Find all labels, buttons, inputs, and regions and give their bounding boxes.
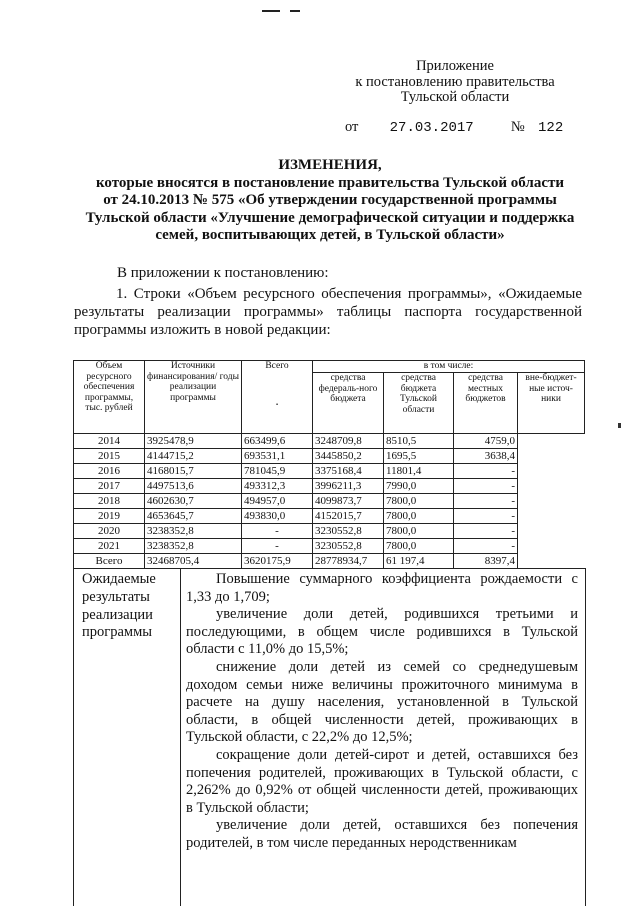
local-cell: 7800,0 <box>384 509 454 524</box>
federal-cell: 781045,9 <box>242 464 313 479</box>
scan-mark <box>618 423 621 428</box>
funding-table <box>73 360 585 569</box>
total-cell: 3238352,8 <box>145 539 242 554</box>
funding-row <box>74 509 585 524</box>
result-item: снижение доли детей из семей со среднедушевым доходом семьи ниже величины прожиточного минимума в расчете на душу населения, установленной в Тульской области, в общей численности детей, проживающих в Тульской области, с 22,2% до 12,5%; <box>186 658 578 746</box>
intro-paragraph: В приложении к постановлению: <box>117 265 329 281</box>
funding-total-row <box>74 554 585 569</box>
funding-row <box>74 464 585 479</box>
funding-row-label: Объем ресурсного обеспечения программы, тыс. рублей <box>74 361 145 434</box>
regional-cell: 3248709,8 <box>313 434 384 449</box>
extra-cell: 4759,0 <box>454 434 518 449</box>
title-line: от 24.10.2013 № 575 «Об утверждении государственной программы <box>103 192 557 208</box>
extra-cell: - <box>454 479 518 494</box>
total-cell: 4144715,2 <box>145 449 242 464</box>
year-cell: 2018 <box>74 494 145 509</box>
decree-date-number <box>345 119 563 136</box>
year-cell: 2017 <box>74 479 145 494</box>
year-cell: 2015 <box>74 449 145 464</box>
funding-row <box>74 449 585 464</box>
title-line: Тульской области «Улучшение демографической ситуации и поддержка <box>85 209 575 226</box>
regional-cell: 3230552,8 <box>313 524 384 539</box>
local-cell: 1695,5 <box>384 449 454 464</box>
funding-row <box>74 434 585 449</box>
year-cell: 2014 <box>74 434 145 449</box>
appendix-line: к постановлению правительства <box>355 73 555 90</box>
title-line: семей, воспитывающих детей, в Тульской области» <box>155 227 505 243</box>
regional-cell: 3375168,4 <box>313 464 384 479</box>
local-cell: 7800,0 <box>384 494 454 509</box>
result-item: увеличение доли детей, родившихся третьими и последующими, в общем числе родившихся в Тульской области с 11,0% до 15,5%; <box>186 606 578 658</box>
extra-cell: - <box>454 494 518 509</box>
regional-cell: 3445850,2 <box>313 449 384 464</box>
header-dot: . <box>275 397 279 408</box>
federal-header: средства федераль-ного бюджета <box>313 373 384 434</box>
document-title <box>40 157 620 245</box>
local-header: средства местных бюджетов <box>454 373 518 434</box>
total-cell: 4497513,6 <box>145 479 242 494</box>
federal-cell: - <box>242 524 313 539</box>
federal-cell: - <box>242 539 313 554</box>
sum-federal-cell: 3620175,9 <box>242 554 313 569</box>
year-cell: 2021 <box>74 539 145 554</box>
funding-row <box>74 479 585 494</box>
sum-extra-cell: 8397,4 <box>454 554 518 569</box>
result-item: Повышение суммарного коэффициента рождаемости с 1,33 до 1,709; <box>186 571 578 605</box>
result-item: сокращение доли детей-сирот и детей, оставшихся без попечения родителей, проживающих в Тульской области, с 2,262% до 0,92% от общей численности детей, проживающих в Тульской области; <box>186 746 578 816</box>
result-item: увеличение доли детей, оставшихся без попечения родителей, в том числе переданных неродственникам <box>186 817 578 851</box>
appendix-line: Тульской области <box>400 89 510 105</box>
results-label: Ожидаемые результаты реализации программы <box>82 571 156 641</box>
regional-header: средства бюджета Тульской области <box>384 373 454 434</box>
sources-header: Источники финансирования/ годы реализации программы <box>145 361 242 434</box>
expected-results-block <box>73 568 586 906</box>
extra-cell: - <box>454 509 518 524</box>
results-list <box>186 571 578 853</box>
number-sign: № <box>510 119 525 135</box>
regional-cell: 4152015,7 <box>313 509 384 524</box>
extra-cell: - <box>454 464 518 479</box>
regional-cell: 3230552,8 <box>313 539 384 554</box>
extra-cell: - <box>454 524 518 539</box>
funding-row <box>74 539 585 554</box>
decree-date: 27.03.2017 <box>389 120 474 136</box>
amendment-paragraph <box>74 285 582 339</box>
extra-cell: 3638,4 <box>454 449 518 464</box>
local-cell: 7800,0 <box>384 539 454 554</box>
funding-row <box>74 494 585 509</box>
total-header <box>242 361 313 434</box>
decree-number: 122 <box>538 120 564 136</box>
sum-local-cell: 61 197,4 <box>384 554 454 569</box>
scan-mark <box>262 10 280 12</box>
total-cell: 3925478,9 <box>145 434 242 449</box>
date-prefix: от <box>345 119 359 135</box>
column-divider <box>180 569 181 906</box>
title-line: ИЗМЕНЕНИЯ, <box>278 157 382 173</box>
local-cell: 8510,5 <box>384 434 454 449</box>
federal-cell: 493830,0 <box>242 509 313 524</box>
title-line: которые вносятся в постановление правительства Тульской области <box>95 174 565 191</box>
year-cell: 2016 <box>74 464 145 479</box>
total-cell: 4602630,7 <box>145 494 242 509</box>
regional-cell: 4099873,7 <box>313 494 384 509</box>
scan-mark <box>290 10 300 12</box>
extra-cell: - <box>454 539 518 554</box>
extra-header: вне-бюджет-ные источ-ники <box>518 373 585 434</box>
appendix-line: Приложение <box>416 58 494 74</box>
sum-label-cell: Всего <box>74 554 145 569</box>
including-header: в том числе: <box>313 361 585 373</box>
federal-cell: 663499,6 <box>242 434 313 449</box>
year-cell: 2020 <box>74 524 145 539</box>
year-cell: 2019 <box>74 509 145 524</box>
federal-cell: 693531,1 <box>242 449 313 464</box>
amendment-text: 1. Строки «Объем ресурсного обеспечения программы», «Ожидаемые результаты реализации программы» таблицы паспорта государственной программы изложить в новой редакции: <box>74 286 582 338</box>
total-header-label: Всего <box>265 361 289 371</box>
sum-total-cell: 32468705,4 <box>145 554 242 569</box>
federal-cell: 493312,3 <box>242 479 313 494</box>
total-cell: 4168015,7 <box>145 464 242 479</box>
local-cell: 7800,0 <box>384 524 454 539</box>
total-cell: 4653645,7 <box>145 509 242 524</box>
local-cell: 11801,4 <box>384 464 454 479</box>
funding-row <box>74 524 585 539</box>
appendix-block <box>330 59 580 106</box>
total-cell: 3238352,8 <box>145 524 242 539</box>
federal-cell: 494957,0 <box>242 494 313 509</box>
regional-cell: 3996211,3 <box>313 479 384 494</box>
local-cell: 7990,0 <box>384 479 454 494</box>
sum-regional-cell: 28778934,7 <box>313 554 384 569</box>
